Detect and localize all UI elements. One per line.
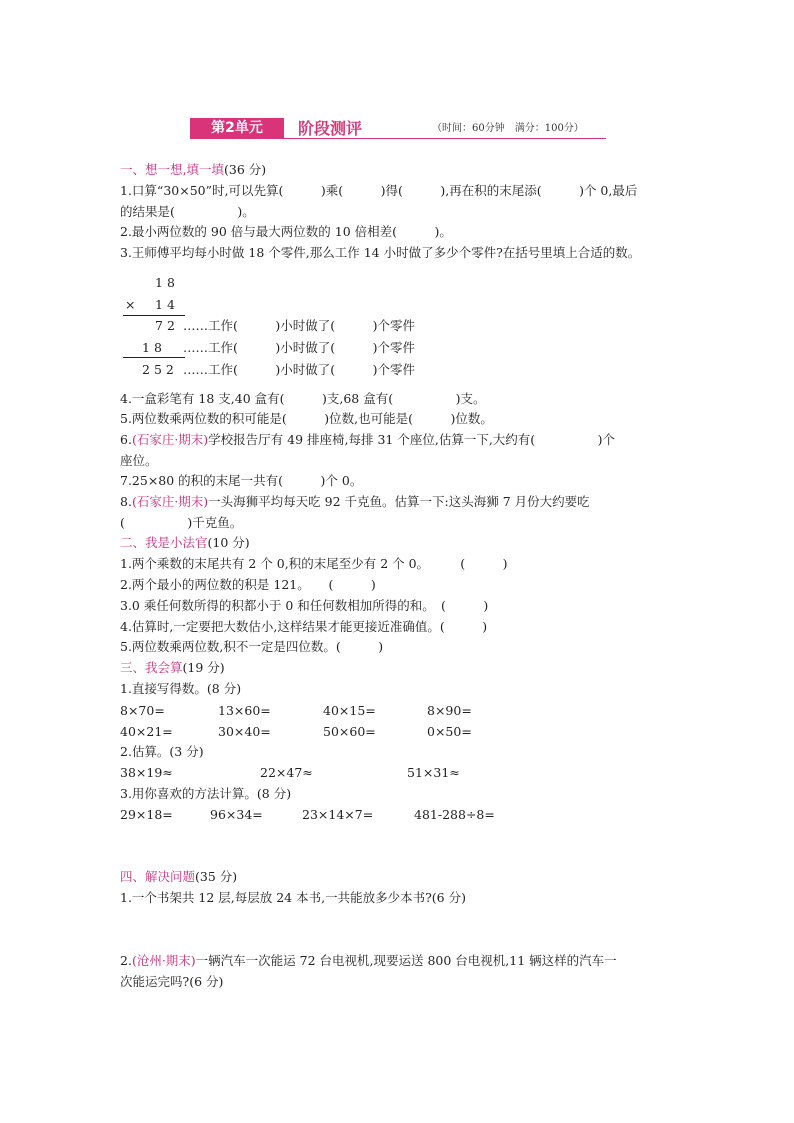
judge-item: 2.两个最小的两位数的积是 121。 ( ) (120, 577, 376, 592)
vm-rule-1 (123, 315, 185, 316)
estimate-item: 51×31≈ (407, 765, 460, 780)
question-2: 2.最小两位数的 90 倍与最大两位数的 10 倍相差( )。 (120, 224, 452, 239)
vm-partial-1-text: ……工作( )小时做了( )个零件 (183, 318, 416, 333)
unit-header (190, 118, 606, 140)
estimate-item: 38×19≈ (120, 765, 173, 780)
page-title: 阶段测评 (298, 119, 363, 138)
calc-item: 40×21= (120, 724, 173, 739)
vm-times-sign: × (125, 297, 140, 312)
source-tag: (石家庄·期末) (131, 432, 209, 447)
vm-product-text: ……工作( )小时做了( )个零件 (183, 362, 416, 377)
question-4: 4.一盒彩笔有 18 支,40 盒有( )支,68 盒有( )支。 (120, 391, 486, 406)
calc-item: 50×60= (323, 724, 376, 739)
calc-item: 8×90= (427, 703, 472, 718)
judge-item: 4.估算时,一定要把大数估小,这样结果才能更接近准确值。( ) (120, 619, 488, 634)
calc-item: 13×60= (218, 703, 271, 718)
source-tag: (沧州·期末) (131, 953, 196, 968)
compute-item: 96×34= (210, 807, 263, 822)
estimate-item: 22×47≈ (260, 765, 313, 780)
compute-item: 29×18= (120, 807, 173, 822)
question-6-line-a: 6.(石家庄·期末)学校报告厅有 49 排座椅,每排 31 个座位,估算一下,大约有( )个 (120, 432, 616, 447)
question-1-line-a: 1.口算“30×50”时,可以先算( )乘( )得( ),再在积的末尾添( )个 0,最后 (120, 183, 638, 198)
vm-rule-2 (123, 357, 185, 358)
vm-partial-2: 18 (142, 340, 166, 355)
vm-product: 252 (142, 362, 178, 377)
sub-heading-direct: 1.直接写得数。(8 分) (120, 681, 242, 696)
vm-multiplier: 14 (155, 297, 179, 312)
calc-item: 40×15= (323, 703, 376, 718)
calc-item: 0×50= (427, 724, 472, 739)
compute-item: 481-288÷8= (414, 807, 495, 822)
calc-item: 30×40= (218, 724, 271, 739)
unit-badge: 第2单元 (190, 118, 284, 139)
section-heading-2: 二、我是小法官(10 分) (120, 535, 250, 550)
problem-1: 1.一个书架共 12 层,每层放 24 本书,一共能放多少本书?(6 分) (120, 890, 466, 905)
vm-partial-2-text: ……工作( )小时做了( )个零件 (183, 340, 416, 355)
time-score-note: （时间：60分钟 满分：100分） (432, 123, 584, 134)
vm-partial-1: 72 (155, 318, 179, 333)
problem-2-line-a: 2.(沧州·期末)一辆汽车一次能运 72 台电视机,现要运送 800 台电视机,11 辆这样的汽车一 (120, 953, 617, 968)
section-heading-3: 三、我会算(19 分) (120, 660, 225, 675)
source-tag: (石家庄·期末) (131, 494, 209, 509)
question-8-line-a: 8.(石家庄·期末)一头海狮平均每天吃 92 千克鱼。估算一下:这头海狮 7 月份大约要吃 (120, 494, 590, 509)
judge-item: 1.两个乘数的末尾共有 2 个 0,积的末尾至少有 2 个 0。 ( ) (120, 556, 508, 571)
question-5: 5.两位数乘两位数的积可能是( )位数,也可能是( )位数。 (120, 411, 493, 426)
section-heading-1: 一、想一想,填一填(36 分) (120, 162, 267, 177)
sub-heading-compute: 3.用你喜欢的方法计算。(8 分) (120, 786, 292, 801)
compute-item: 23×14×7= (302, 807, 374, 822)
question-7: 7.25×80 的积的末尾一共有( )个 0。 (120, 473, 363, 488)
judge-item: 3.0 乘任何数所得的积都小于 0 和任何数相加所得的和。 ( ) (120, 598, 489, 613)
header-rule (190, 138, 606, 139)
vm-multiplicand: 18 (155, 275, 179, 290)
calc-item: 8×70= (120, 703, 165, 718)
section-heading-4: 四、解决问题(35 分) (120, 869, 238, 884)
question-3: 3.王师傅平均每小时做 18 个零件,那么工作 14 小时做了多少个零件?在括号里填上合适的数。 (120, 245, 641, 260)
judge-item: 5.两位数乘两位数,积不一定是四位数。( ) (120, 639, 384, 654)
question-1-line-b: 的结果是( )。 (120, 204, 255, 219)
question-8-line-b: ( )千克鱼。 (120, 515, 243, 530)
problem-2-line-b: 次能运完吗?(6 分) (120, 974, 224, 989)
sub-heading-estimate: 2.估算。(3 分) (120, 744, 204, 759)
question-6-line-b: 座位。 (120, 453, 158, 468)
